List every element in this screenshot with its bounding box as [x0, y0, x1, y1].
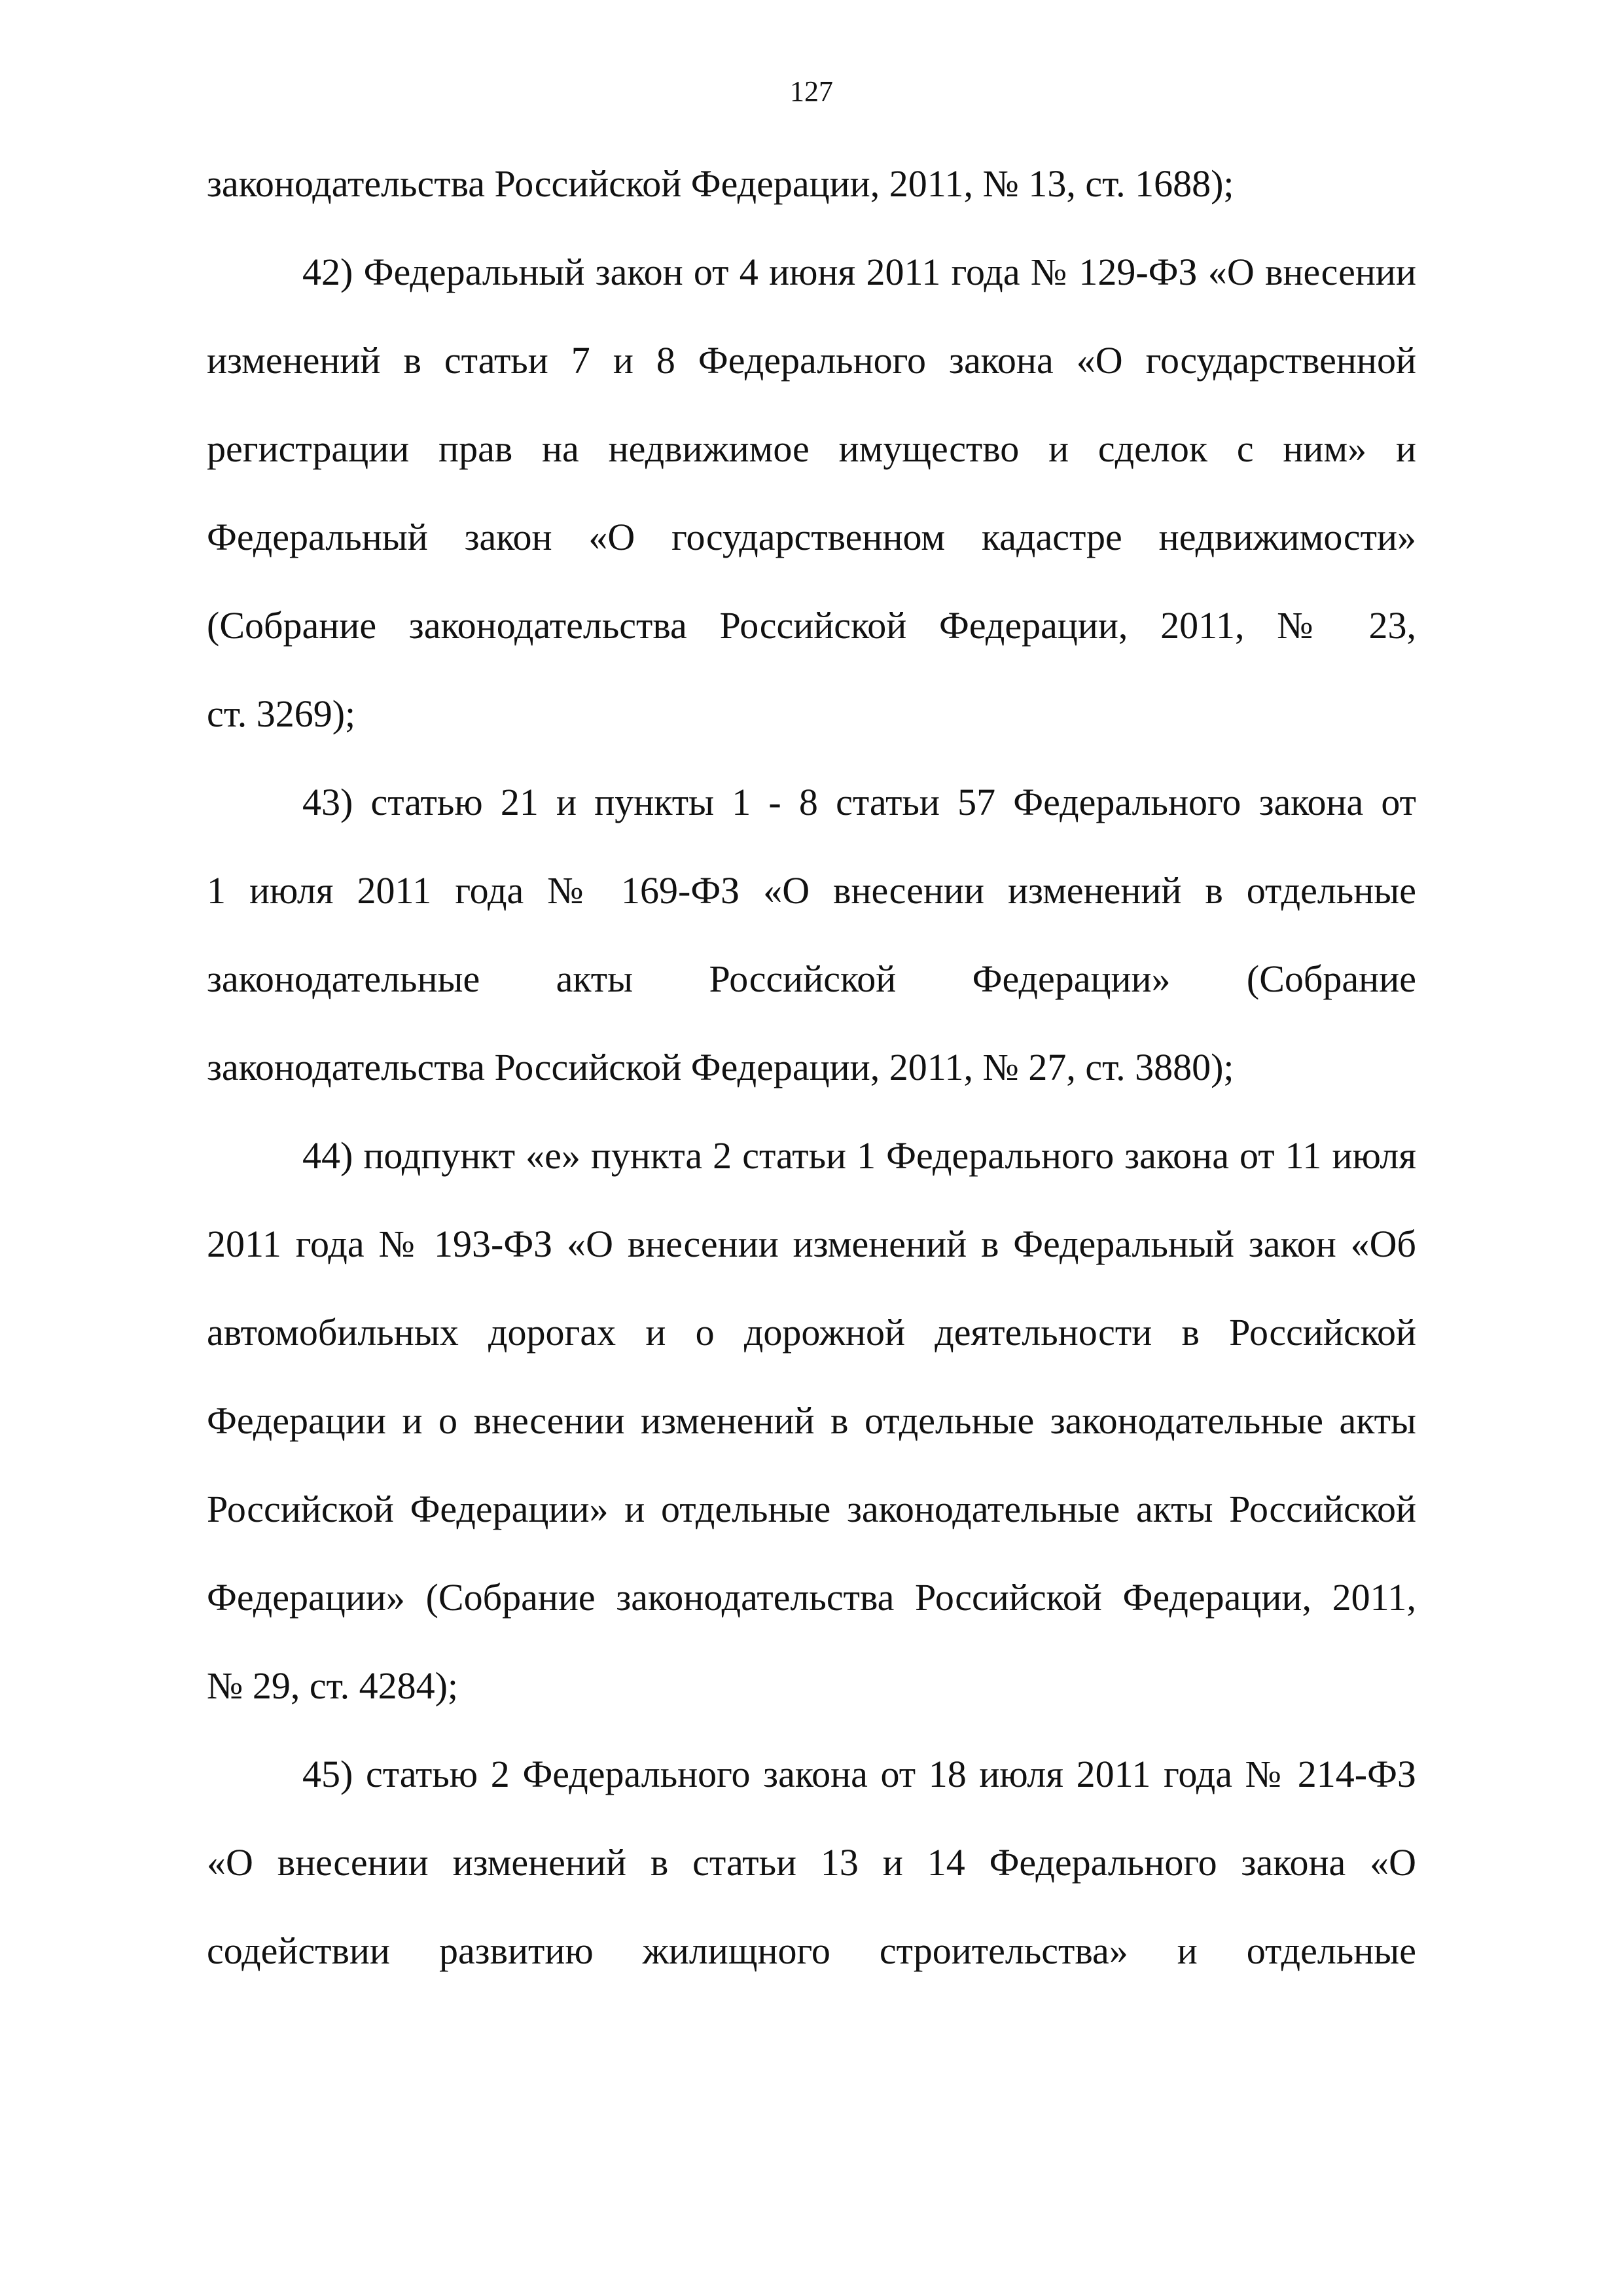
text-line: 42) Федеральный закон от 4 июня 2011 года № 129-ФЗ «О внесении: [302, 251, 1416, 293]
text-line: законодательства Российской Федерации, 2011, № 13, ст. 1688);: [207, 162, 1234, 205]
text-line: 45) статью 2 Федерального закона от 18 июля 2011 года № 214-ФЗ: [302, 1753, 1416, 1795]
text-line: ст. 3269);: [207, 692, 356, 735]
text-line: 44) подпункт «е» пункта 2 статьи 1 Федерального закона от 11 июля: [302, 1134, 1416, 1177]
text-line: законодательные акты Российской Федерации» (Собрание: [207, 958, 1416, 1000]
text-line: 1 июля 2011 года № 169-ФЗ «О внесении изменений в отдельные: [207, 869, 1416, 912]
text-line: автомобильных дорогах и о дорожной деятельности в Российской: [207, 1311, 1416, 1354]
text-line: регистрации прав на недвижимое имущество и сделок с ним» и: [207, 427, 1416, 470]
text-line: законодательства Российской Федерации, 2011, № 27, ст. 3880);: [207, 1046, 1234, 1088]
text-line: содействии развитию жилищного строительства» и отдельные: [207, 1929, 1416, 1972]
text-line: 2011 года № 193-ФЗ «О внесении изменений в Федеральный закон «Об: [207, 1223, 1416, 1265]
page-number: 127: [790, 75, 833, 107]
text-line: «О внесении изменений в статьи 13 и 14 Федерального закона «О: [207, 1841, 1416, 1884]
document-body: [207, 148, 1416, 2003]
text-line: Федерации» (Собрание законодательства Российской Федерации, 2011,: [207, 1576, 1416, 1619]
text-line: № 29, ст. 4284);: [207, 1664, 458, 1707]
text-line: Российской Федерации» и отдельные законодательные акты Российской: [207, 1488, 1416, 1530]
text-line: изменений в статьи 7 и 8 Федерального закона «О государственной: [207, 339, 1416, 382]
text-line: Федеральный закон «О государственном кадастре недвижимости»: [207, 516, 1416, 558]
text-line: Федерации и о внесении изменений в отдельные законодательные акты: [207, 1399, 1416, 1442]
text-line: 43) статью 21 и пункты 1 - 8 статьи 57 Федерального закона от: [302, 781, 1416, 823]
text-line: (Собрание законодательства Российской Федерации, 2011, № 23,: [207, 604, 1416, 647]
